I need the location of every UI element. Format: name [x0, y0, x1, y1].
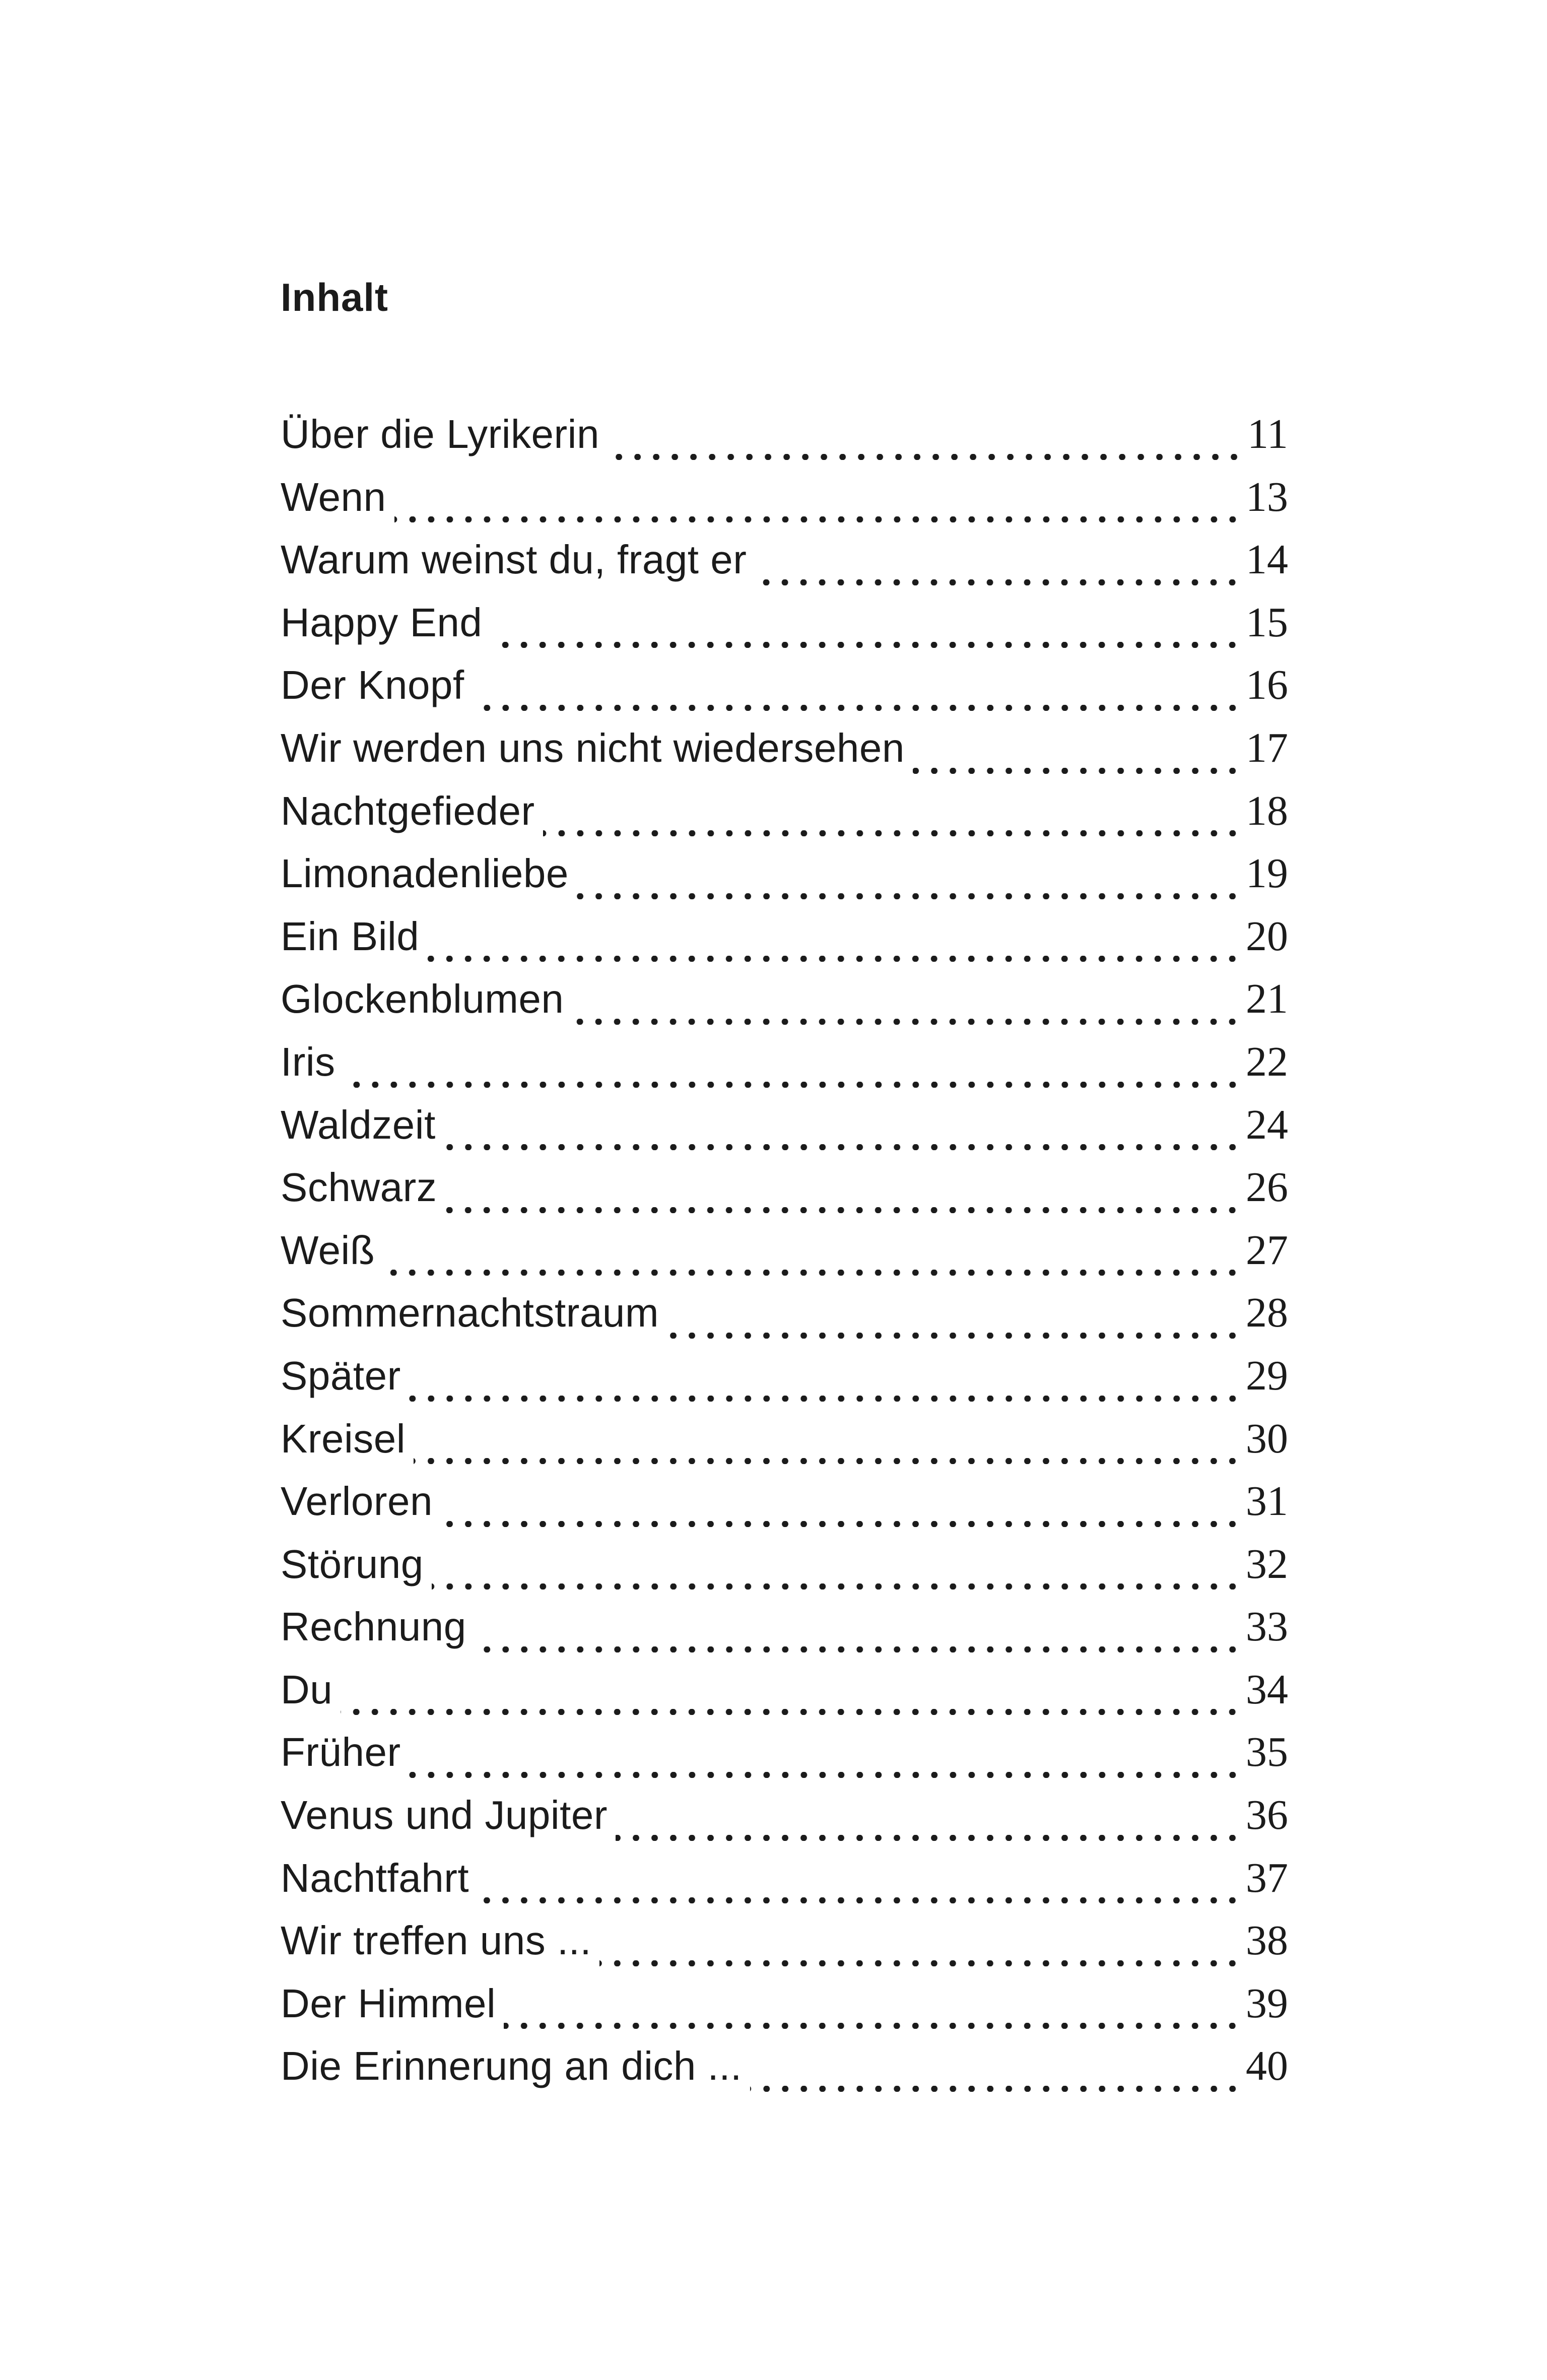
toc-entry [281, 1978, 1288, 2041]
dot-leader [543, 830, 1242, 836]
dot-leader [394, 516, 1242, 522]
toc-entry-page-number: 16 [1246, 662, 1288, 709]
toc-entry-page-number: 13 [1246, 473, 1288, 520]
dot-leader [414, 1458, 1242, 1464]
dot-leader [409, 1396, 1242, 1402]
toc-entry-title: Schwarz [281, 1165, 437, 1210]
toc-entry-title: Glockenblumen [281, 976, 564, 1022]
toc-entry-page-number: 18 [1246, 787, 1288, 834]
toc-entry [281, 848, 1288, 911]
toc-entry-page-number: 26 [1246, 1164, 1288, 1211]
toc-entry-title: Weiß [281, 1227, 375, 1273]
toc-entry [281, 1037, 1288, 1100]
toc-entry [281, 535, 1288, 598]
toc-entry [281, 598, 1288, 660]
toc-entry [281, 1351, 1288, 1414]
toc-entry-title: Wir werden uns nicht wiedersehen [281, 725, 905, 770]
toc-entry-page-number: 29 [1246, 1352, 1288, 1399]
toc-entry-title: Iris [281, 1039, 335, 1084]
toc-entry-title: Sommernachtstraum [281, 1290, 659, 1336]
dot-leader [477, 1897, 1242, 1903]
toc-entry-page-number: 34 [1246, 1666, 1288, 1713]
toc-entry-page-number: 32 [1246, 1540, 1288, 1588]
dot-leader [341, 1709, 1242, 1715]
toc-entry-page-number: 27 [1246, 1226, 1288, 1274]
toc-entry [281, 723, 1288, 786]
dot-leader [473, 705, 1242, 711]
toc-entry-title: Nachtfahrt [281, 1855, 469, 1900]
toc-entry-title: Der Himmel [281, 1980, 496, 2026]
toc-entry-page-number: 22 [1246, 1038, 1288, 1085]
dot-leader [616, 1835, 1242, 1841]
toc-entry-title: Die Erinnerung an dich ... [281, 2043, 742, 2089]
toc-entry [281, 1853, 1288, 1916]
toc-entry-page-number: 24 [1246, 1101, 1288, 1148]
toc-entry-page-number: 35 [1246, 1729, 1288, 1776]
toc-entry-page-number: 21 [1246, 975, 1288, 1023]
table-of-contents [281, 409, 1288, 2104]
toc-entry [281, 2041, 1288, 2104]
toc-entry [281, 1476, 1288, 1539]
toc-entry-title: Ein Bild [281, 913, 420, 959]
toc-entry-title: Venus und Jupiter [281, 1793, 608, 1838]
toc-entry-page-number: 39 [1246, 1979, 1288, 2027]
page-title: Inhalt [281, 275, 388, 319]
toc-entry [281, 1162, 1288, 1225]
toc-entry-title: Rechnung [281, 1604, 466, 1649]
toc-entry-title: Verloren [281, 1479, 433, 1524]
toc-entry-title: Über die Lyrikerin [281, 412, 599, 456]
toc-entry-page-number: 31 [1246, 1478, 1288, 1525]
toc-entry-page-number: 37 [1246, 1854, 1288, 1901]
dot-leader [441, 1521, 1242, 1527]
toc-entry [281, 1414, 1288, 1477]
toc-entry-title: Früher [281, 1730, 401, 1775]
toc-entry-page-number: 28 [1246, 1289, 1288, 1337]
toc-entry [281, 1539, 1288, 1602]
toc-entry-title: Der Knopf [281, 663, 464, 708]
toc-entry-page-number: 40 [1246, 2042, 1288, 2090]
dot-leader [608, 454, 1243, 460]
toc-entry-page-number: 15 [1246, 599, 1288, 646]
dot-leader [344, 1082, 1242, 1088]
toc-entry-title: Du [281, 1667, 333, 1712]
toc-entry-page-number: 30 [1246, 1415, 1288, 1462]
dot-leader [427, 956, 1242, 962]
toc-entry-title: Störung [281, 1541, 424, 1586]
toc-entry [281, 1790, 1288, 1853]
toc-entry [281, 974, 1288, 1037]
toc-entry [281, 1288, 1288, 1351]
toc-entry [281, 1727, 1288, 1790]
toc-entry-title: Warum weinst du, fragt er [281, 537, 747, 582]
toc-entry [281, 786, 1288, 849]
toc-entry [281, 1915, 1288, 1978]
toc-entry-page-number: 11 [1247, 411, 1288, 457]
toc-entry [281, 1100, 1288, 1163]
dot-leader [475, 1646, 1242, 1652]
toc-entry-title: Kreisel [281, 1416, 406, 1461]
dot-leader [750, 2086, 1242, 2092]
toc-entry [281, 409, 1288, 472]
toc-entry-title: Waldzeit [281, 1102, 436, 1147]
toc-entry [281, 1665, 1288, 1728]
dot-leader [599, 1960, 1242, 1966]
dot-leader [409, 1772, 1242, 1778]
toc-entry-page-number: 17 [1246, 724, 1288, 771]
toc-entry-page-number: 19 [1246, 850, 1288, 897]
toc-entry [281, 660, 1288, 723]
dot-leader [755, 579, 1242, 585]
toc-entry-title: Wir treffen uns ... [281, 1918, 592, 1963]
dot-leader [490, 642, 1242, 648]
dot-leader [383, 1270, 1242, 1276]
dot-leader [913, 768, 1242, 774]
toc-entry [281, 472, 1288, 535]
toc-entry-title: Limonadenliebe [281, 851, 569, 896]
dot-leader [445, 1207, 1242, 1213]
dot-leader [432, 1583, 1242, 1590]
toc-entry [281, 911, 1288, 974]
dot-leader [572, 1019, 1242, 1025]
toc-entry-title: Nachtgefieder [281, 788, 535, 833]
toc-entry-page-number: 36 [1246, 1792, 1288, 1839]
toc-entry-title: Wenn [281, 474, 386, 519]
toc-entry-page-number: 33 [1246, 1603, 1288, 1650]
toc-entry-title: Happy End [281, 600, 483, 645]
toc-entry-page-number: 38 [1246, 1917, 1288, 1964]
dot-leader [504, 2023, 1242, 2029]
dot-leader [577, 893, 1242, 899]
toc-entry-title: Später [281, 1353, 401, 1398]
toc-entry [281, 1225, 1288, 1288]
toc-entry [281, 1602, 1288, 1665]
toc-entry-page-number: 14 [1246, 536, 1288, 583]
dot-leader [667, 1333, 1242, 1339]
toc-entry-page-number: 20 [1246, 912, 1288, 960]
dot-leader [444, 1144, 1242, 1150]
